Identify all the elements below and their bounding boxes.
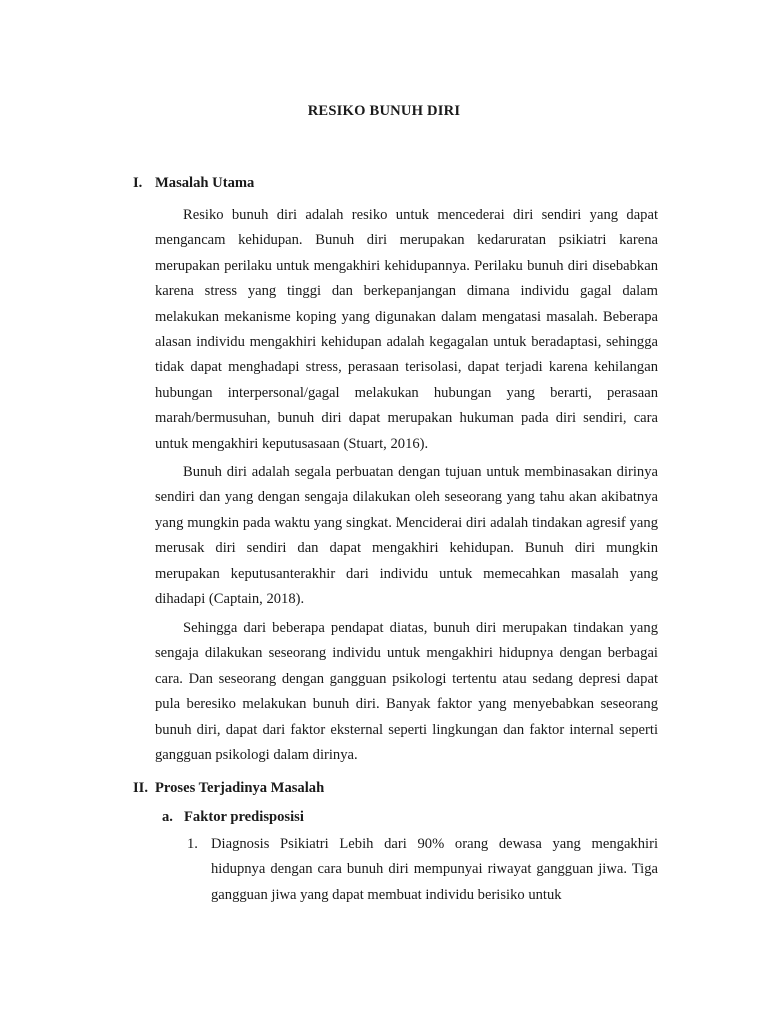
subsection-letter: a. xyxy=(162,809,173,825)
section-number: II. xyxy=(133,780,149,796)
document-title: RESIKO BUNUH DIRI xyxy=(307,103,461,119)
section-title: Masalah Utama xyxy=(155,175,255,191)
list-item-number: 1. xyxy=(187,836,198,852)
subsection-title: Faktor predisposisi xyxy=(184,809,304,825)
list-item-text: Diagnosis Psikiatri Lebih dari 90% orang dewasa yang mengakhiri hidupnya dengan cara bunuh diri mempunyai riwayat gangguan jiwa. Tiga gangguan jiwa yang dapat membuat individu berisiko untuk xyxy=(211,836,658,903)
section-number: I. xyxy=(133,175,143,191)
subsection-heading-a xyxy=(162,807,304,827)
section-heading-2 xyxy=(133,778,324,798)
paragraph-3: Sehingga dari beberapa pendapat diatas, bunuh diri merupakan tindakan yang sengaja dilakukan seseorang individu untuk mengakhiri hidupnya dengan berbagai cara. Dan seseorang dengan gangguan psikologi tertentu atau sedang depresi dapat pula beresiko melakukan bunuh diri. Banyak faktor yang menyebabkan seseorang bunuh diri, dapat dari faktor eksternal seperti lingkungan dan faktor internal seperti gangguan psikologi dalam dirinya. xyxy=(155,620,658,764)
section-title: Proses Terjadinya Masalah xyxy=(155,780,325,796)
paragraph-2: Bunuh diri adalah segala perbuatan dengan tujuan untuk membinasakan dirinya sendiri dan yang dengan sengaja dilakukan oleh seseorang yang tahu akan akibatnya yang mungkin pada waktu yang singkat. Menciderai diri adalah tindakan agresif yang merusak diri sendiri dan dapat mengakhiri kehidupan. Bunuh diri mungkin merupakan keputusanterakhir dari individu untuk memecahkan masalah yang dihadapi (Captain, 2018). xyxy=(155,464,658,608)
section-heading-1 xyxy=(133,173,254,193)
paragraph-1: Resiko bunuh diri adalah resiko untuk mencederai diri sendiri yang dapat mengancam kehidupan. Bunuh diri merupakan kedaruratan psikiatri karena merupakan perilaku untuk mengakhiri kehidupannya. Perilaku bunuh diri disebabkan karena stress yang tinggi dan berkepanjangan dimana individu gagal dalam melakukan mekanisme koping yang digunakan dalam mengatasi masalah. Beberapa alasan individu mengakhiri kehidupan adalah kegagalan untuk beradaptasi, sehingga tidak dapat menghadapi stress, perasaan terisolasi, dapat terjadi karena kehilangan hubungan interpersonal/gagal melakukan hubungan yang berarti, perasaan marah/bermusuhan, bunuh diri dapat merupakan hukuman pada diri sendiri, cara untuk mengakhiri keputusasaan (Stuart, 2016). xyxy=(155,207,658,452)
